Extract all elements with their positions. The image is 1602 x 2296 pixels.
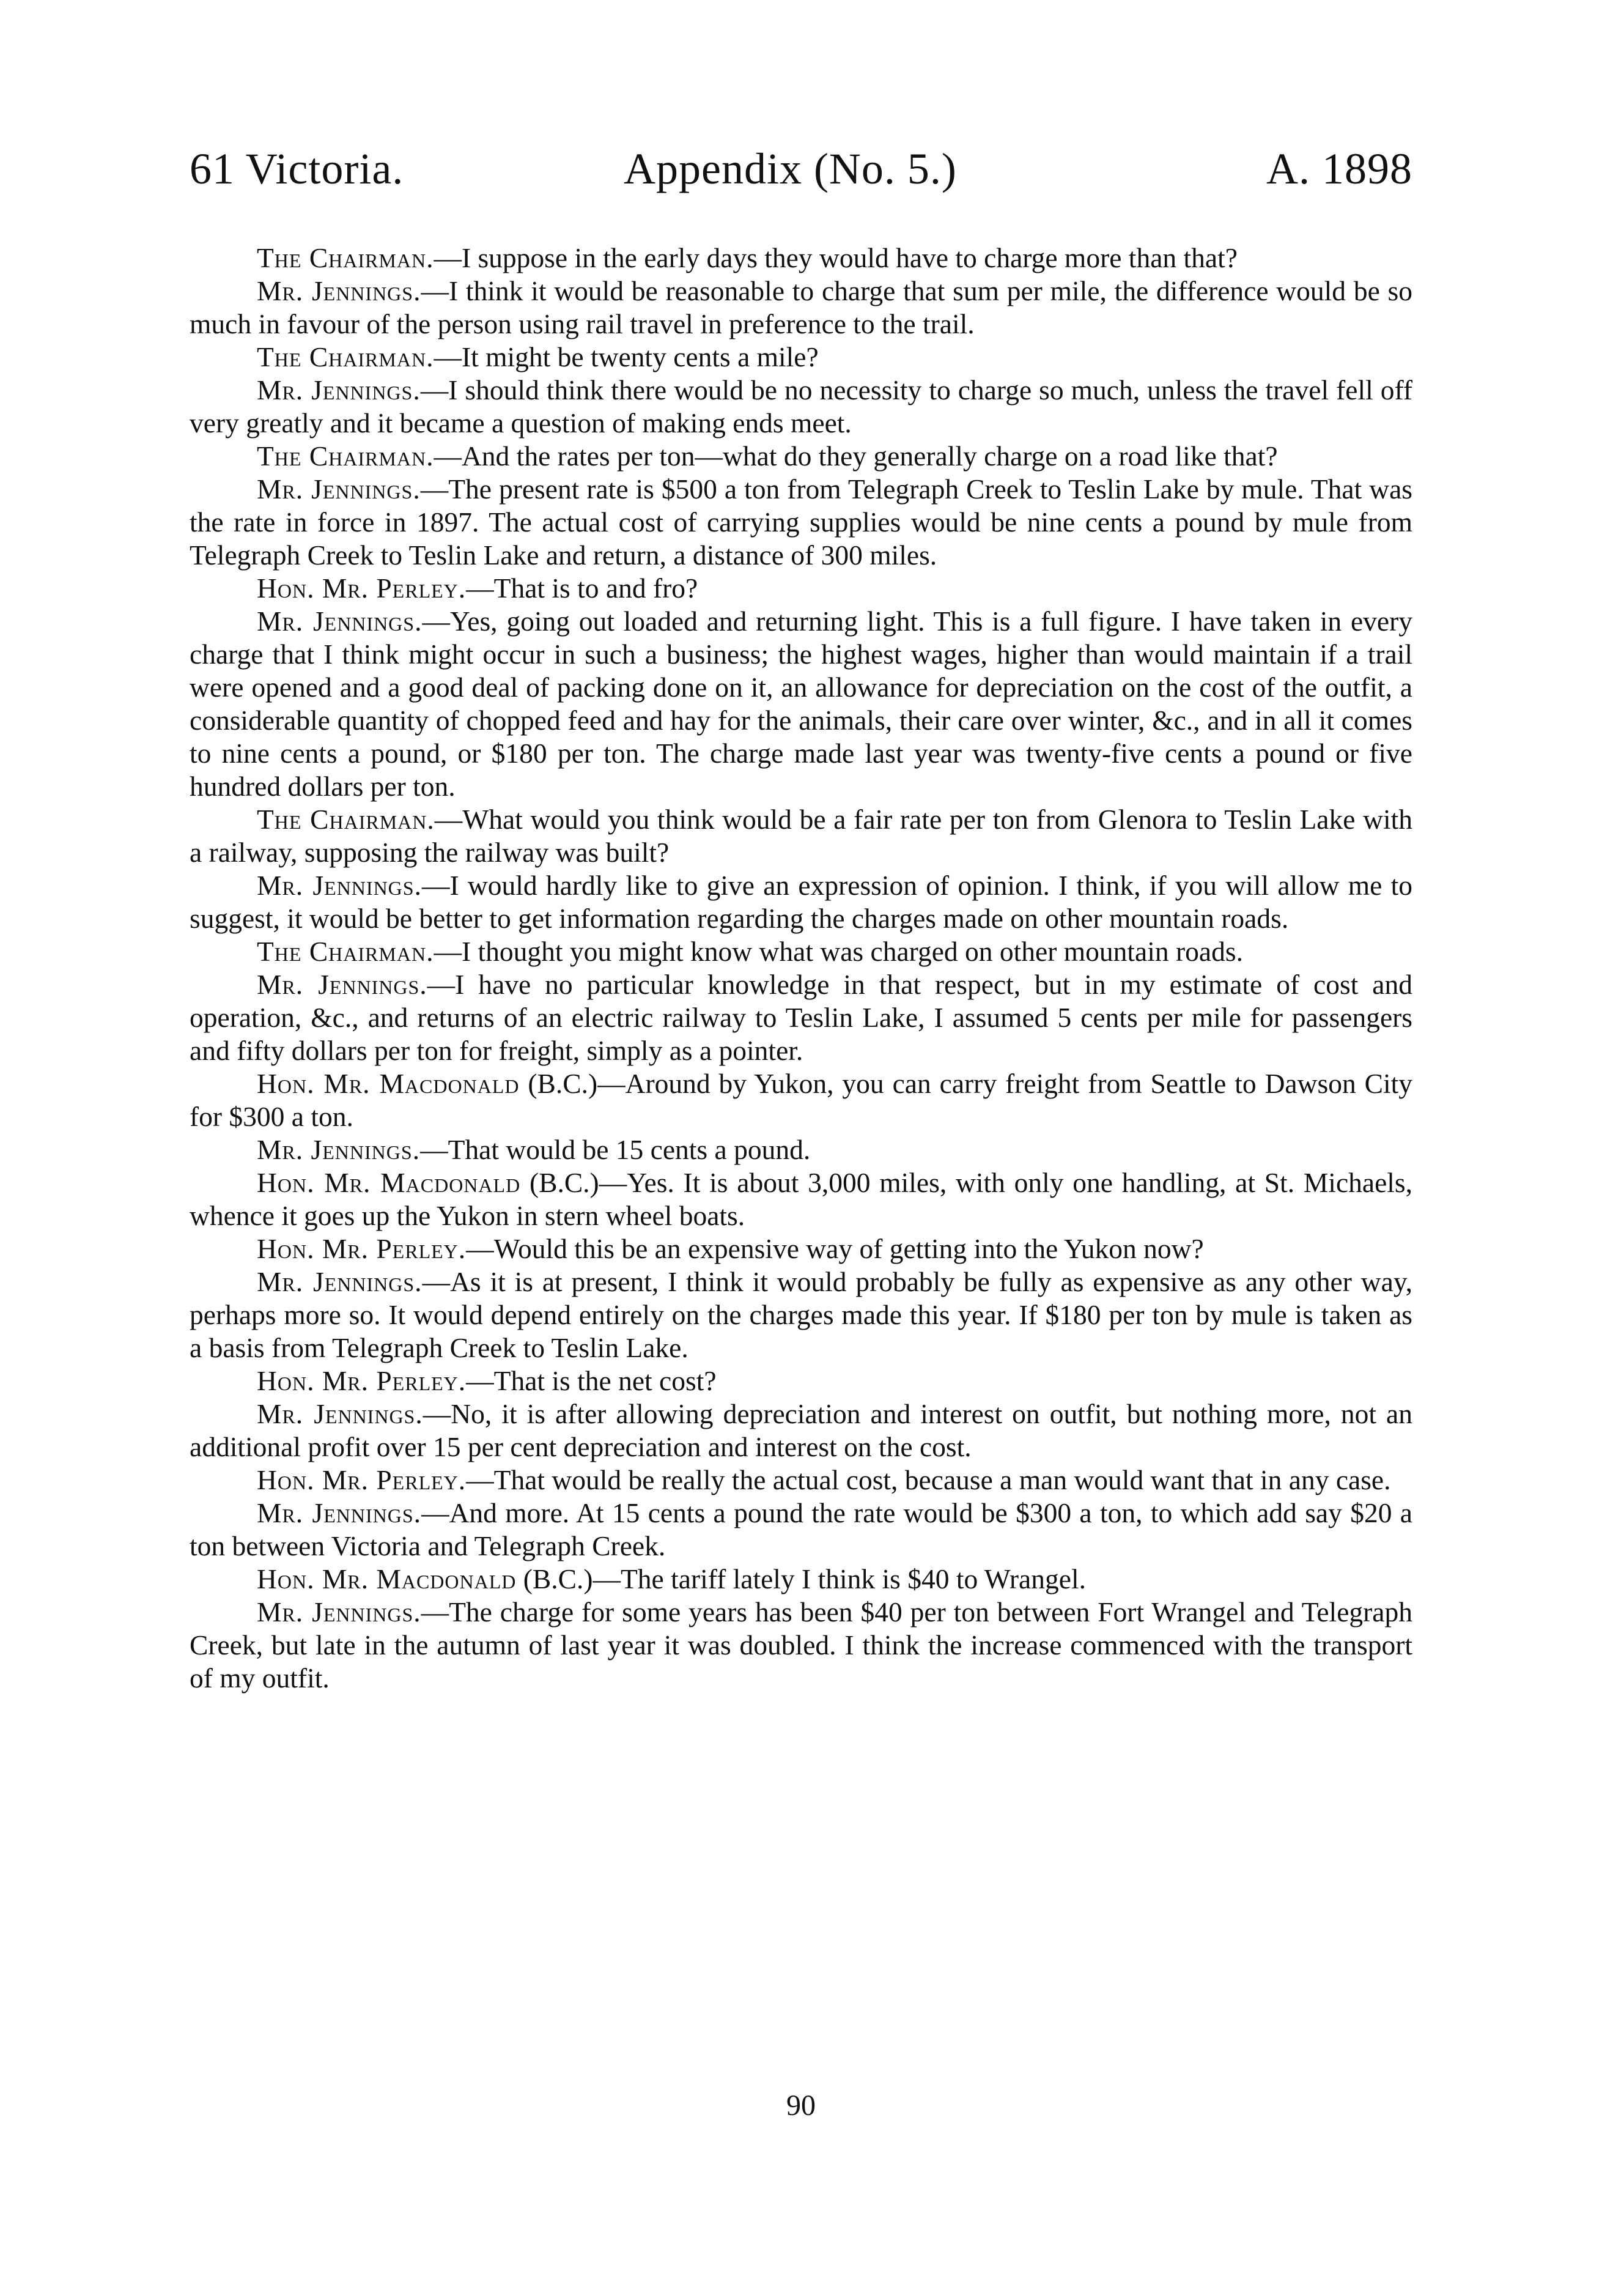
speaker: Hon. Mr. Perley.: [257, 1365, 467, 1396]
paragraph: [190, 440, 1412, 473]
paragraph: [190, 1365, 1412, 1398]
speaker: Mr. Jennings.: [257, 605, 423, 637]
paragraph: [190, 1232, 1412, 1265]
testimony-text: [190, 242, 1412, 1695]
speech: —I think it would be reasonable to charge that sum per mile, the difference would be so much in favour of the person using rail travel in preference to the trail.: [190, 275, 1412, 339]
speaker: Hon. Mr. Macdonald: [257, 1167, 521, 1198]
speaker: Hon. Mr. Perley.: [257, 1464, 467, 1495]
speaker: The Chairman.: [257, 936, 434, 967]
speaker: Mr. Jennings.: [257, 473, 421, 505]
speech: —Would this be an expensive way of getting into the Yukon now?: [466, 1233, 1204, 1264]
speaker: The Chairman.: [257, 341, 434, 372]
speaker: The Chairman.: [257, 804, 435, 835]
paragraph: [190, 341, 1412, 374]
paragraph: [190, 869, 1412, 935]
paragraph: [190, 1265, 1412, 1365]
paragraph: [190, 1067, 1412, 1133]
paragraph: [190, 1398, 1412, 1464]
speaker: Mr. Jennings.: [257, 1497, 422, 1528]
header-year: A. 1898: [1266, 144, 1412, 193]
speaker: Hon. Mr. Perley.: [257, 1233, 467, 1264]
paragraph: [190, 1133, 1412, 1166]
paragraph: [190, 242, 1412, 275]
paragraph: [190, 374, 1412, 440]
speech: (B.C.)—The tariff lately I think is $40 to Wrangel.: [516, 1563, 1086, 1594]
speaker: Hon. Mr. Perley.: [257, 572, 467, 604]
speaker: Mr. Jennings.: [257, 275, 421, 306]
speech: —And the rates per ton—what do they generally charge on a road like that?: [434, 440, 1278, 472]
paragraph: [190, 605, 1412, 803]
speaker: Mr. Jennings.: [257, 374, 421, 406]
speech: —What would you think would be a fair rate per ton from Glenora to Teslin Lake with a railway, supposing the railway was built?: [190, 804, 1412, 868]
speaker: Mr. Jennings.: [257, 1398, 423, 1429]
speaker: Hon. Mr. Macdonald: [257, 1068, 520, 1099]
speaker: Mr. Jennings.: [257, 870, 422, 901]
header-appendix: Appendix (No. 5.): [624, 144, 957, 193]
speech: —That is to and fro?: [466, 572, 698, 604]
speaker: Mr. Jennings.: [257, 1596, 421, 1628]
speaker: Hon. Mr. Macdonald: [257, 1563, 517, 1594]
paragraph: [190, 935, 1412, 968]
paragraph: [190, 1563, 1412, 1596]
speaker: Mr. Jennings.: [257, 1134, 421, 1165]
page-number: 90: [786, 2089, 816, 2122]
speech: —I have no particular knowledge in that respect, but in my estimate of cost and operation, &c., and returns of an electric railway to Teslin Lake, I assumed 5 cents per mile for passengers and fifty dollars per ton for freight, simply as a pointer.: [190, 969, 1412, 1066]
speech: —And more. At 15 cents a pound the rate would be $300 a ton, to which add say $20 a ton between Victoria and Telegraph Creek.: [190, 1497, 1413, 1561]
speech: —I thought you might know what was charged on other mountain roads.: [434, 936, 1243, 967]
paragraph: [190, 275, 1412, 341]
header-session: 61 Victoria.: [190, 144, 404, 193]
paragraph: [190, 1596, 1412, 1695]
speaker: The Chairman.: [257, 242, 434, 273]
speech: (B.C.)—Around by Yukon, you can carry freight from Seattle to Dawson City for $300 a ton.: [190, 1068, 1412, 1132]
paragraph: [190, 1166, 1412, 1232]
speech: —Yes, going out loaded and returning light. This is a full figure. I have taken in every charge that I think might occur in such a business; the highest wages, higher than would maintain if a trail were opened and a good deal of packing done on it, an allowance for depreciation on the cost of the outfit, a considerable quantity of chopped feed and hay for the animals, their care over winter, &c., and in all it comes to nine cents a pound, or $180 per ton. The charge made last year was twenty-five cents a pound or five hundred dollars per ton.: [190, 605, 1412, 802]
speech: (B.C.)—Yes. It is about 3,000 miles, with only one handling, at St. Michaels, whence it goes up the Yukon in stern wheel boats.: [190, 1167, 1413, 1231]
speech: —No, it is after allowing depreciation and interest on outfit, but nothing more, not an additional profit over 15 per cent depreciation and interest on the cost.: [190, 1398, 1412, 1462]
paragraph: [190, 473, 1412, 572]
paragraph: [190, 968, 1412, 1067]
speaker: The Chairman.: [257, 440, 434, 472]
speech: —I suppose in the early days they would have to charge more than that?: [434, 242, 1238, 273]
speech: —The charge for some years has been $40 per ton between Fort Wrangel and Telegraph Creek, but late in the autumn of last year it was doubled. I think the increase commenced with the transport of my outfit.: [190, 1596, 1412, 1694]
speech: —I should think there would be no necessity to charge so much, unless the travel fell off very greatly and it became a question of making ends meet.: [190, 374, 1412, 439]
speech: —I would hardly like to give an expression of opinion. I think, if you will allow me to suggest, it would be better to get information regarding the charges made on other mountain roads.: [190, 870, 1412, 934]
running-header: [190, 144, 1412, 199]
speech: —It might be twenty cents a mile?: [434, 341, 819, 372]
speaker: Mr. Jennings.: [257, 1266, 423, 1297]
speech: —That would be 15 cents a pound.: [420, 1134, 811, 1165]
speech: —That would be really the actual cost, because a man would want that in any case.: [466, 1464, 1391, 1495]
paragraph: [190, 1497, 1412, 1563]
speech: —That is the net cost?: [466, 1365, 717, 1396]
paragraph: [190, 803, 1412, 869]
paragraph: [190, 572, 1412, 605]
speech: —As it is at present, I think it would probably be fully as expensive as any other way, perhaps more so. It would depend entirely on the charges made this year. If $180 per ton by mule is taken as a basis from Telegraph Creek to Teslin Lake.: [190, 1266, 1412, 1363]
speaker: Mr. Jennings.: [257, 969, 427, 1000]
paragraph: [190, 1464, 1412, 1497]
speech: —The present rate is $500 a ton from Telegraph Creek to Teslin Lake by mule. That was the rate in force in 1897. The actual cost of carrying supplies would be nine cents a pound by mule from Telegraph Creek to Teslin Lake and return, a distance of 300 miles.: [190, 473, 1412, 571]
